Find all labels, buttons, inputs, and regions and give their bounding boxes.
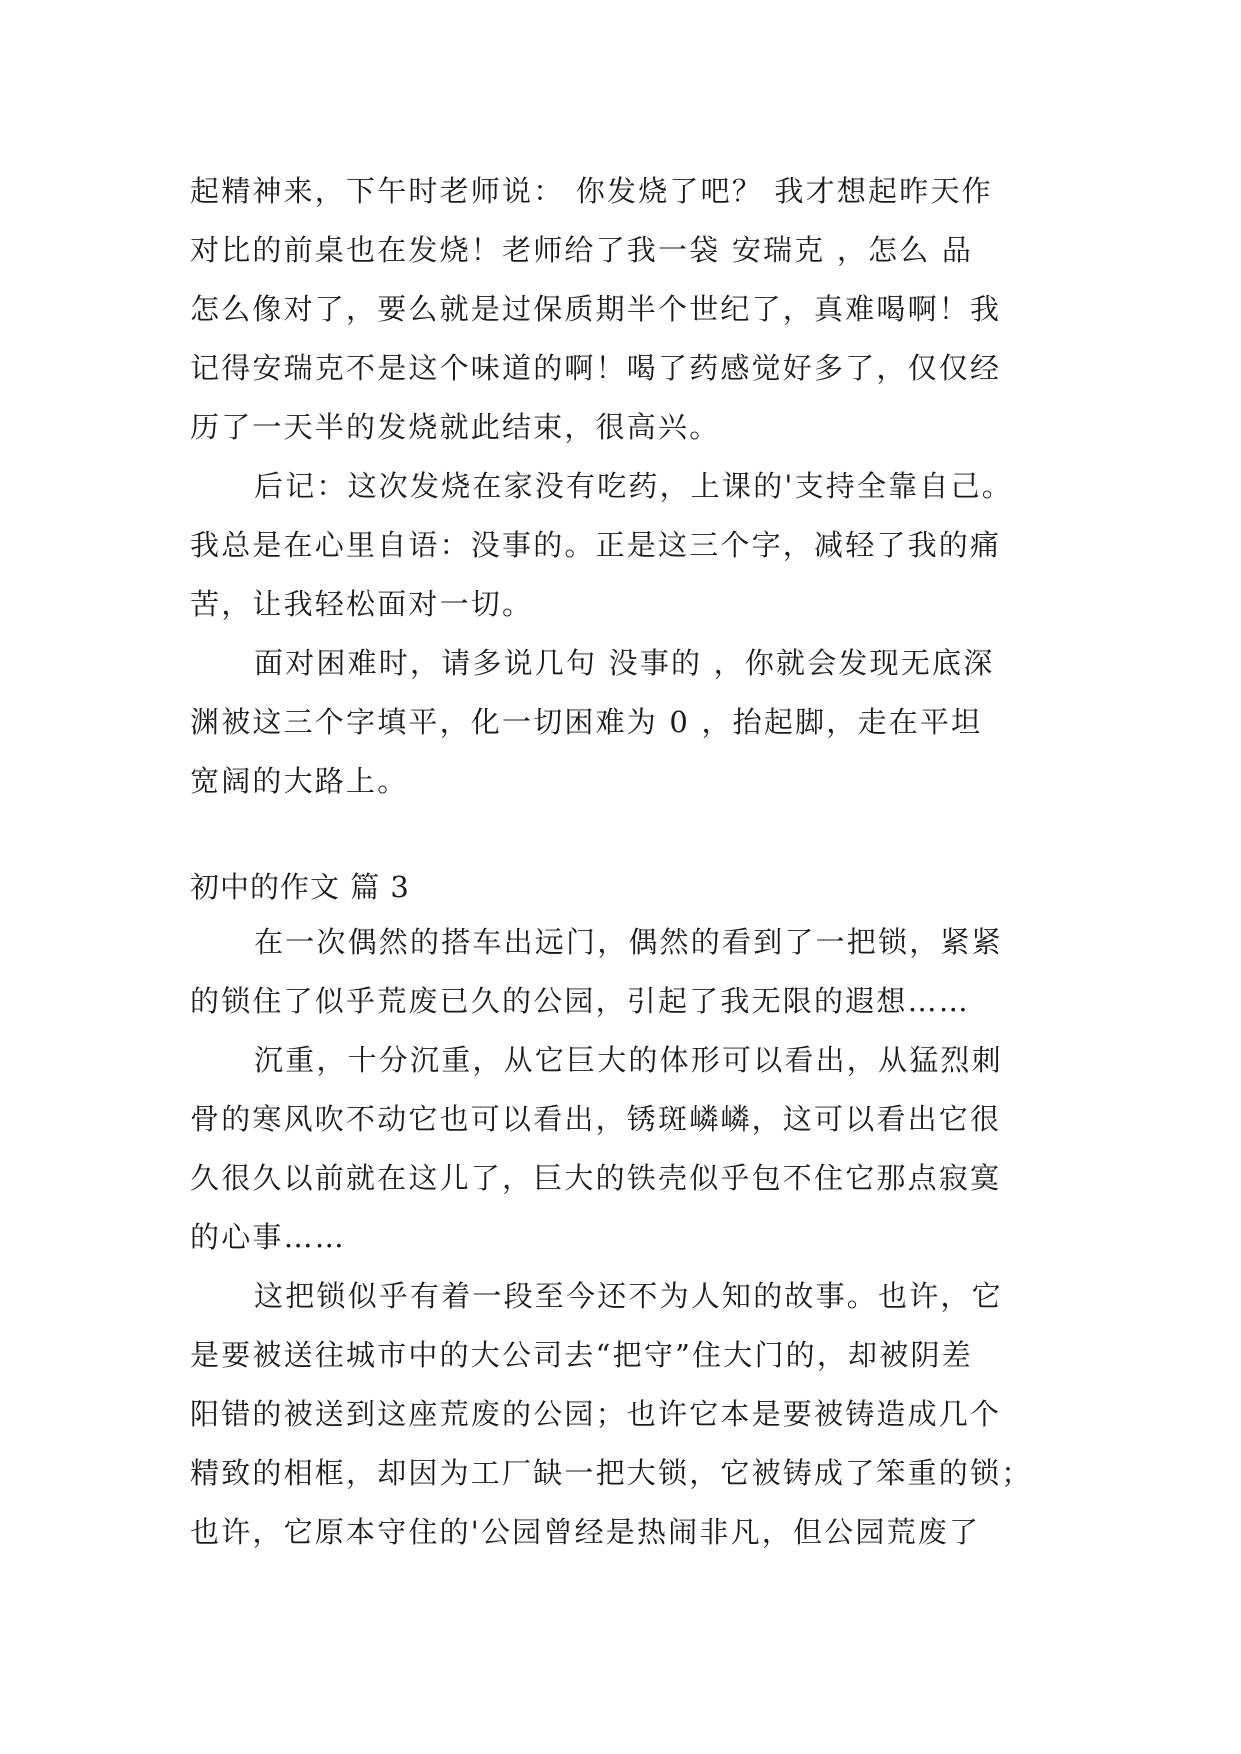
text-line: 苦，让我轻松面对一切。 — [190, 587, 534, 621]
text-line: 的心事…… — [190, 1220, 347, 1254]
text-line: 是要被送往城市中的大公司去“把守”住大门的，却被阴差 — [190, 1338, 973, 1372]
text-line: 这把锁似乎有着一段至今还不为人知的故事。也许，它 — [254, 1279, 1003, 1313]
body-text-bottom — [190, 913, 1060, 1562]
text-line: 沉重，十分沉重，从它巨大的体形可以看出，从猛烈刺 — [254, 1043, 1003, 1077]
text-line: 记得安瑞克不是这个味道的啊！喝了药感觉好多了，仅仅经 — [190, 351, 1002, 385]
text-line: 阳错的被送到这座荒废的公园；也许它本是要被铸造成几个 — [190, 1397, 1002, 1431]
text-line: 我总是在心里自语：没事的。正是这三个字，减轻了我的痛 — [190, 528, 1002, 562]
text-line: 的锁住了似乎荒废已久的公园，引起了我无限的遐想…… — [190, 984, 971, 1018]
text-line: 起精神来，下午时老师说： 你发烧了吧？ 我才想起昨天作 — [190, 174, 993, 208]
text-line: 宽阔的大路上。 — [190, 764, 409, 798]
text-line: 后记：这次发烧在家没有吃药，上课的'支持全靠自己。 — [254, 469, 1013, 503]
text-line: 历了一天半的发烧就此结束，很高兴。 — [190, 410, 721, 444]
text-line: 渊被这三个字填平，化一切困难为 0 ，抬起脚，走在平坦 — [190, 705, 983, 739]
section-heading: 初中的作文 篇 3 — [190, 870, 410, 904]
text-line: 对比的前桌也在发烧！老师给了我一袋 安瑞克 ，怎么 品 — [190, 233, 974, 267]
text-line: 面对困难时，请多说几句 没事的 ，你就会发现无底深 — [254, 646, 995, 680]
text-line: 在一次偶然的搭车出远门，偶然的看到了一把锁，紧紧 — [254, 925, 1003, 959]
text-line: 怎么像对了，要么就是过保质期半个世纪了，真难喝啊！我 — [190, 292, 1002, 326]
text-line: 精致的相框，却因为工厂缺一把大锁，它被铸成了笨重的锁； — [190, 1456, 1033, 1490]
text-line: 久很久以前就在这儿了，巨大的铁壳似乎包不住它那点寂寞 — [190, 1161, 1002, 1195]
body-text-top — [190, 162, 1060, 811]
text-line: 骨的寒风吹不动它也可以看出，锈斑嶙嶙，这可以看出它很 — [190, 1102, 1002, 1136]
text-line: 也许，它原本守住的'公园曾经是热闹非凡，但公园荒废了 — [190, 1515, 981, 1549]
